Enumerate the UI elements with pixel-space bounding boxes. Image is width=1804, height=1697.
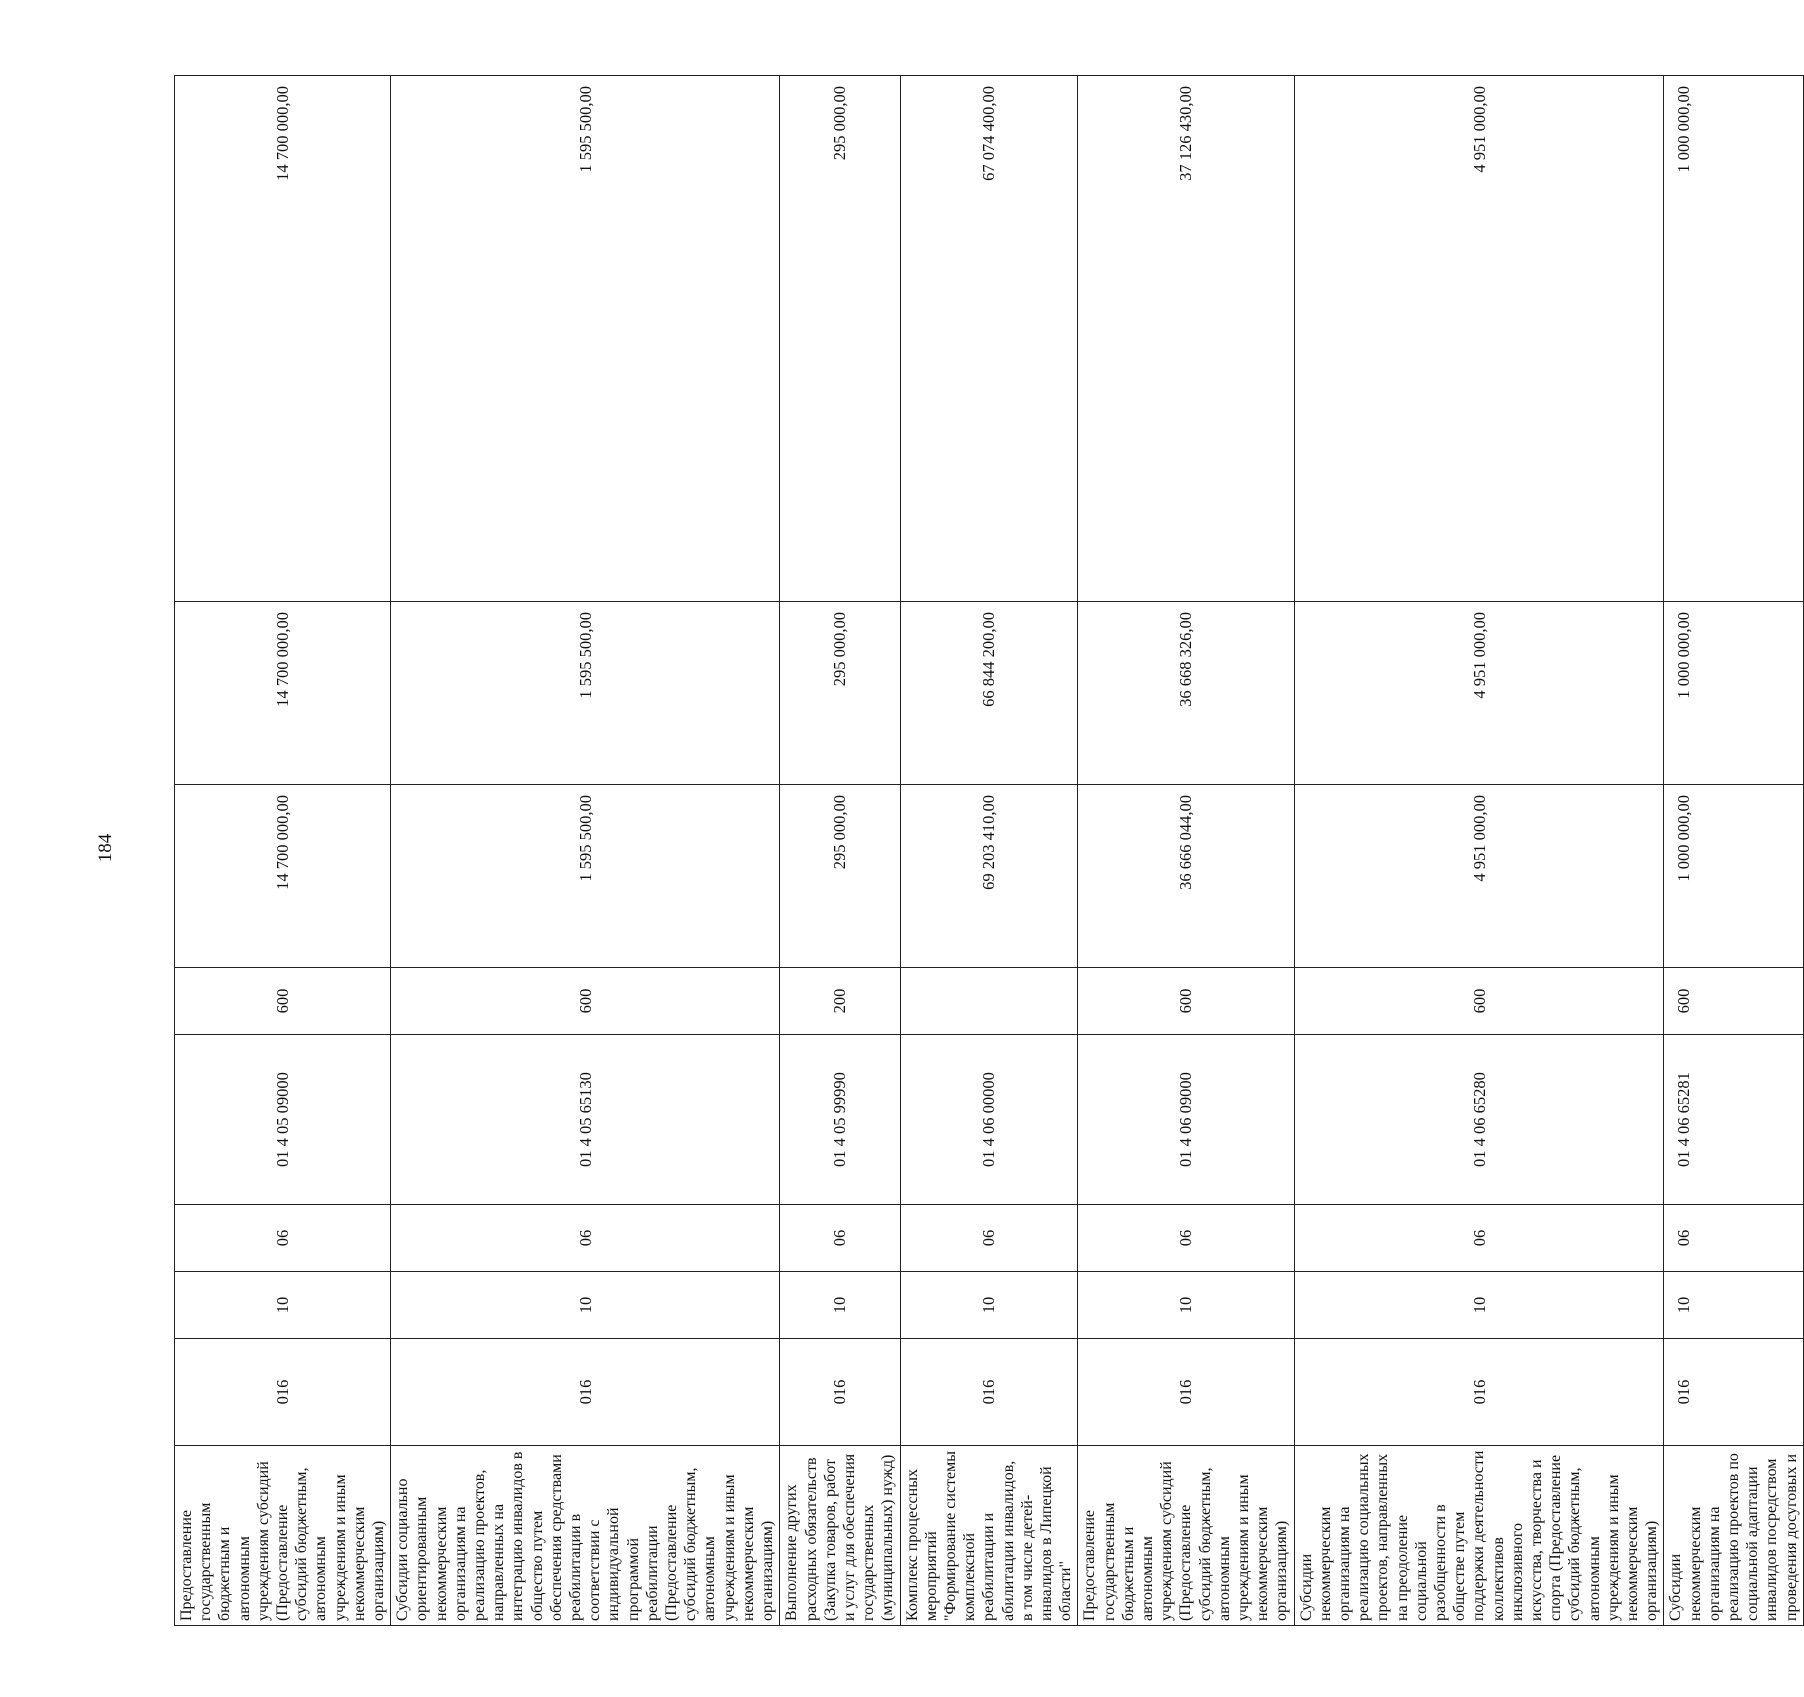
expense-type-code: 600 [1294, 968, 1664, 1035]
section-code: 10 [1078, 1272, 1294, 1339]
expense-type-code: 600 [175, 968, 391, 1035]
amount-year-2: 14 700 000,00 [175, 602, 391, 785]
expense-type-code: 600 [1664, 968, 1803, 1035]
ministry-code: 016 [1294, 1339, 1664, 1446]
amount-year-3: 1 595 500,00 [391, 76, 780, 602]
amount-year-3: 4 951 000,00 [1294, 76, 1664, 602]
target-article-code: 01 4 05 09000 [175, 1035, 391, 1205]
amount-year-2: 36 668 326,00 [1078, 602, 1294, 785]
section-code: 10 [175, 1272, 391, 1339]
row-description: Комплекс процессных мероприятий "Формирование системы комплексной реабилитации и абилитации инвалидов, в том числе детей-инвалидов в Липецкой области" [900, 1446, 1078, 1626]
amount-year-3: 67 074 400,00 [900, 76, 1078, 602]
subsection-code: 06 [1078, 1205, 1294, 1272]
ministry-code: 016 [391, 1339, 780, 1446]
target-article-code: 01 4 05 99990 [780, 1035, 900, 1205]
target-article-code: 01 4 05 65130 [391, 1035, 780, 1205]
amount-year-1: 295 000,00 [780, 785, 900, 968]
ministry-code: 016 [780, 1339, 900, 1446]
target-article-code: 01 4 06 09000 [1078, 1035, 1294, 1205]
table-row [780, 76, 900, 1626]
amount-year-1: 1 595 500,00 [391, 785, 780, 968]
amount-year-2: 295 000,00 [780, 602, 900, 785]
row-description: Субсидии социально ориентированным некоммерческим организациям на реализацию проектов, направленных на интеграцию инвалидов в общество путем обеспечения средствами реабилитации в соответствии с индивидуальной программой реабилитации (Предоставление субсидий бюджетным, автономным учреждениям и иным некоммерческим организациям) [391, 1446, 780, 1626]
amount-year-2: 66 844 200,00 [900, 602, 1078, 785]
amount-year-1: 14 700 000,00 [175, 785, 391, 968]
amount-year-2: 1 595 500,00 [391, 602, 780, 785]
ministry-code: 016 [1078, 1339, 1294, 1446]
page-number: 184 [95, 833, 116, 863]
amount-year-1: 69 203 410,00 [900, 785, 1078, 968]
target-article-code: 01 4 06 65281 [1664, 1035, 1803, 1205]
amount-year-3: 1 000 000,00 [1664, 76, 1803, 602]
subsection-code: 06 [175, 1205, 391, 1272]
amount-year-1: 36 666 044,00 [1078, 785, 1294, 968]
ministry-code: 016 [900, 1339, 1078, 1446]
row-description: Субсидии некоммерческим организациям на реализацию социальных проектов, направленных на преодоление социальной разобщенности в обществе путем поддержки деятельности коллективов инклюзивного искусства, творчества и спорта (Предоставление субсидий бюджетным, автономным учреждениям и иным некоммерческим организациям) [1294, 1446, 1664, 1626]
expense-type-code: 600 [391, 968, 780, 1035]
table-row [1294, 76, 1664, 1626]
table-row [175, 76, 391, 1626]
amount-year-3: 14 700 000,00 [175, 76, 391, 602]
subsection-code: 06 [391, 1205, 780, 1272]
expense-type-code [900, 968, 1078, 1035]
row-description: Предоставление государственным бюджетным и автономным учреждениям субсидий (Предоставление субсидий бюджетным, автономным учреждениям и иным некоммерческим организациям) [175, 1446, 391, 1626]
row-description: Предоставление государственным бюджетным и автономным учреждениям субсидий (Предоставление субсидий бюджетным, автономным учреждениям и иным некоммерческим организациям) [1078, 1446, 1294, 1626]
table-row [1078, 76, 1294, 1626]
section-code: 10 [900, 1272, 1078, 1339]
expense-type-code: 600 [1078, 968, 1294, 1035]
table-row [900, 76, 1078, 1626]
row-description: Субсидии некоммерческим организациям на реализацию проектов по социальной адаптации инвалидов посредством проведения досуговых и [1664, 1446, 1803, 1626]
table-row [1664, 76, 1803, 1626]
amount-year-1: 4 951 000,00 [1294, 785, 1664, 968]
amount-year-2: 4 951 000,00 [1294, 602, 1664, 785]
section-code: 10 [1664, 1272, 1803, 1339]
table-row [391, 76, 780, 1626]
ministry-code: 016 [175, 1339, 391, 1446]
section-code: 10 [391, 1272, 780, 1339]
subsection-code: 06 [1664, 1205, 1803, 1272]
target-article-code: 01 4 06 65280 [1294, 1035, 1664, 1205]
budget-table [174, 75, 1804, 1626]
section-code: 10 [780, 1272, 900, 1339]
amount-year-2: 1 000 000,00 [1664, 602, 1803, 785]
amount-year-3: 295 000,00 [780, 76, 900, 602]
rotated-table-wrapper [174, 76, 1800, 1626]
ministry-code: 016 [1664, 1339, 1803, 1446]
row-description: Выполнение других расходных обязательств (Закупка товаров, работ и услуг для обеспечения государственных (муниципальных) нужд) [780, 1446, 900, 1626]
section-code: 10 [1294, 1272, 1664, 1339]
target-article-code: 01 4 06 00000 [900, 1035, 1078, 1205]
expense-type-code: 200 [780, 968, 900, 1035]
subsection-code: 06 [1294, 1205, 1664, 1272]
amount-year-1: 1 000 000,00 [1664, 785, 1803, 968]
amount-year-3: 37 126 430,00 [1078, 76, 1294, 602]
subsection-code: 06 [900, 1205, 1078, 1272]
subsection-code: 06 [780, 1205, 900, 1272]
